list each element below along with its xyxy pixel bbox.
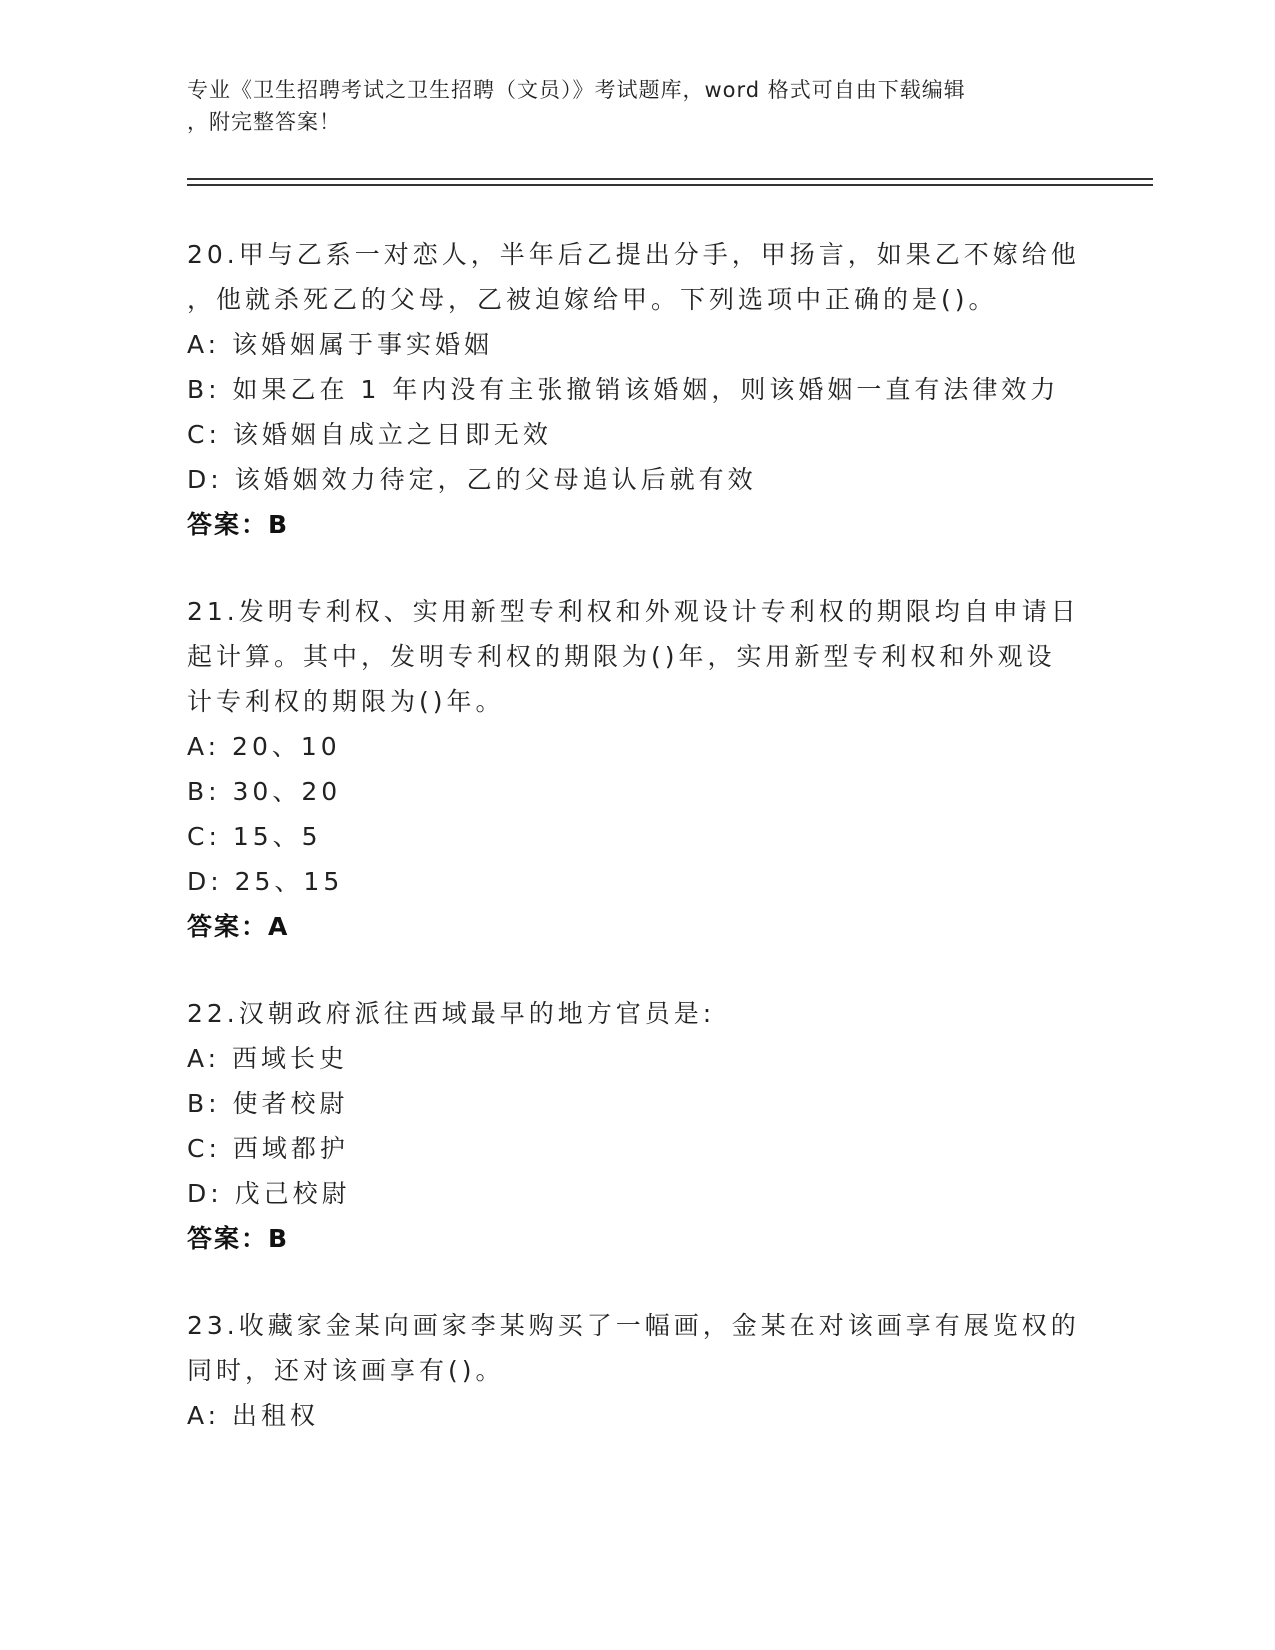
answer: 答案：B <box>187 510 290 539</box>
answer: 答案：B <box>187 1224 290 1253</box>
option-a: A: 出租权 <box>187 1401 320 1430</box>
option-b: B: 30、20 <box>187 777 342 806</box>
option-b: B: 使者校尉 <box>187 1089 349 1118</box>
question-20 <box>187 232 1087 547</box>
option-a: A: 20、10 <box>187 732 341 761</box>
question-21 <box>187 589 1087 949</box>
header-rule-top <box>187 178 1153 180</box>
option-d: D: 25、15 <box>187 867 344 896</box>
question-text-line: ，他就杀死乙的父母，乙被迫嫁给甲。下列选项中正确的是()。 <box>187 285 998 314</box>
question-23 <box>187 1303 1087 1438</box>
question-22 <box>187 991 1087 1261</box>
answer: 答案：A <box>187 912 290 941</box>
question-text-line: 同时，还对该画享有()。 <box>187 1356 505 1385</box>
option-a: A: 该婚姻属于事实婚姻 <box>187 330 494 359</box>
option-c: C: 西域都护 <box>187 1134 349 1163</box>
question-text-line: 起计算。其中，发明专利权的期限为()年，实用新型专利权和外观设 <box>187 642 1056 671</box>
header-line-2: ，附完整答案！ <box>187 110 341 134</box>
option-c: C: 该婚姻自成立之日即无效 <box>187 420 552 449</box>
question-list <box>187 232 1087 1480</box>
question-text-line: 20.甲与乙系一对恋人，半年后乙提出分手，甲扬言，如果乙不嫁给他 <box>187 240 1080 269</box>
header-rule-bottom <box>187 184 1153 186</box>
question-text-line: 计专利权的期限为()年。 <box>187 687 505 716</box>
option-b: B: 如果乙在 1 年内没有主张撤销该婚姻，则该婚姻一直有法律效力 <box>187 375 1060 404</box>
option-d: D: 该婚姻效力待定，乙的父母追认后就有效 <box>187 465 757 494</box>
option-c: C: 15、5 <box>187 822 322 851</box>
question-text-line: 22.汉朝政府派往西域最早的地方官员是: <box>187 999 716 1028</box>
document-header <box>187 74 1067 138</box>
option-a: A: 西域长史 <box>187 1044 349 1073</box>
question-text-line: 21.发明专利权、实用新型专利权和外观设计专利权的期限均自申请日 <box>187 597 1080 626</box>
question-text-line: 23.收藏家金某向画家李某购买了一幅画，金某在对该画享有展览权的 <box>187 1311 1080 1340</box>
header-line-1: 专业《卫生招聘考试之卫生招聘（文员）》考试题库，word 格式可自由下载编辑 <box>187 78 966 102</box>
option-d: D: 戊己校尉 <box>187 1179 351 1208</box>
